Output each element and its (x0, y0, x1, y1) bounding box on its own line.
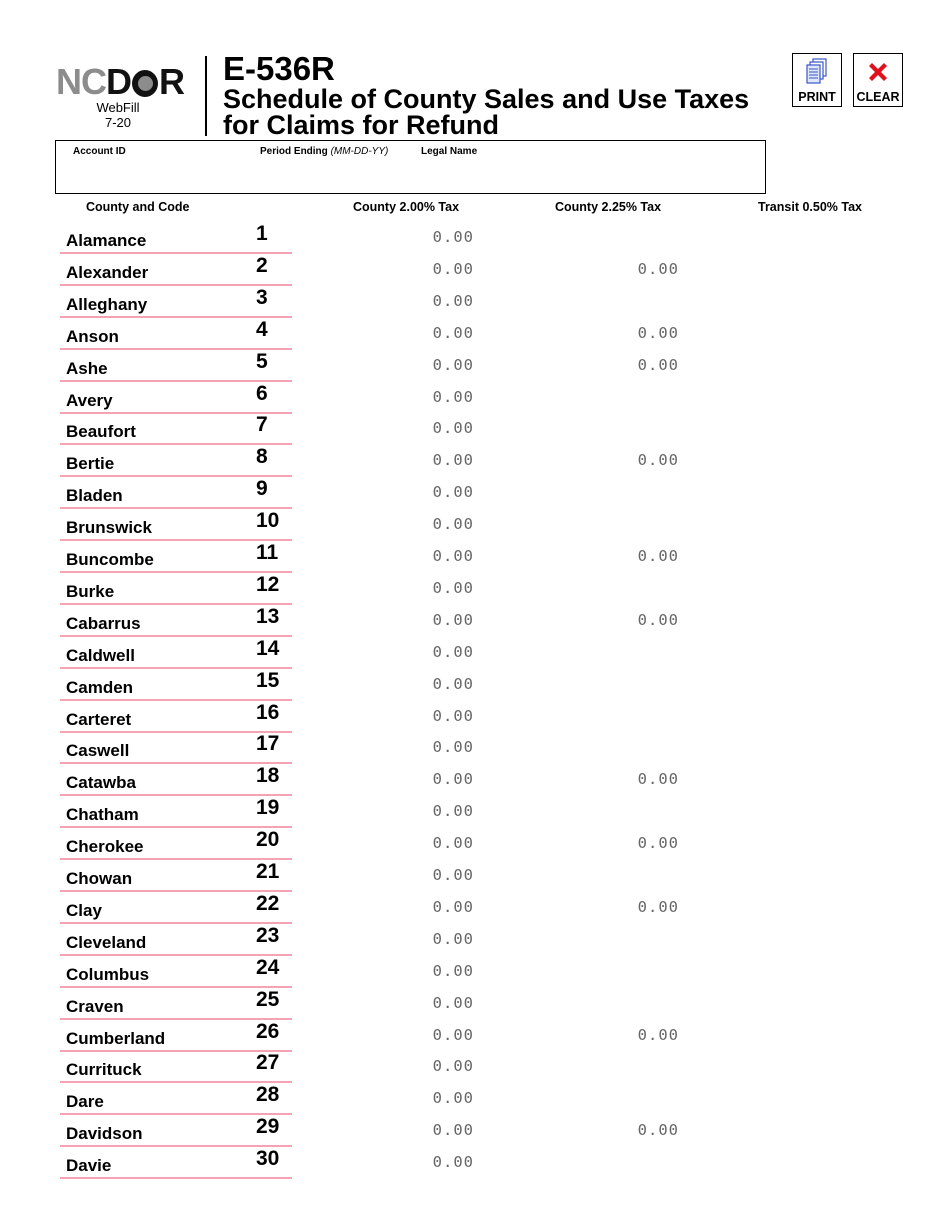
county-code: 7 (256, 413, 268, 437)
tax-200-input[interactable] (372, 1149, 476, 1175)
table-row (60, 573, 940, 605)
legal-name-input[interactable] (418, 159, 762, 191)
table-row (60, 924, 940, 956)
table-row (60, 1051, 940, 1083)
logo-webfill-label: WebFill (96, 100, 140, 115)
county-name: Cleveland (66, 932, 147, 952)
header-divider (205, 56, 207, 136)
table-row (60, 605, 940, 637)
tax-200-input[interactable] (372, 671, 476, 697)
table-row (60, 1147, 940, 1179)
table-row (60, 1115, 940, 1147)
column-header-transit: Transit 0.50% Tax (758, 200, 862, 214)
tax-225-input[interactable] (577, 320, 681, 346)
tax-200-input[interactable] (372, 415, 476, 441)
tax-200-input[interactable] (372, 639, 476, 665)
county-code: 10 (256, 509, 280, 533)
county-name: Currituck (66, 1060, 142, 1080)
period-format-hint: (MM-DD-YY) (330, 146, 389, 157)
tax-200-input[interactable] (372, 958, 476, 984)
table-row (60, 350, 940, 382)
tax-200-input[interactable] (372, 734, 476, 760)
tax-225-input[interactable] (577, 352, 681, 378)
county-code: 27 (256, 1051, 280, 1075)
county-code: 29 (256, 1115, 280, 1139)
form-number: E-536R (223, 50, 335, 87)
tax-200-input[interactable] (372, 1022, 476, 1048)
county-name: Alexander (66, 262, 149, 282)
table-row (60, 445, 940, 477)
ncdor-logo-mark: NC D R (56, 61, 184, 102)
table-row (60, 318, 940, 350)
logo-version-label: 7-20 (104, 115, 132, 130)
county-name: Chatham (66, 805, 139, 825)
county-name: Bladen (66, 486, 123, 506)
county-name: Avery (66, 390, 113, 410)
county-name: Carteret (66, 709, 132, 729)
county-code: 22 (256, 891, 280, 915)
table-row (60, 382, 940, 414)
clear-button[interactable] (853, 53, 903, 107)
county-name: Beaufort (66, 422, 136, 442)
clear-label: CLEAR (856, 90, 900, 104)
column-header-county: County and Code (86, 200, 190, 214)
county-code: 5 (256, 349, 268, 373)
county-cell (60, 732, 292, 764)
county-name: Alamance (66, 231, 147, 250)
table-row (60, 541, 940, 573)
account-id-input[interactable] (68, 159, 252, 191)
county-code: 30 (256, 1147, 280, 1171)
county-cell (60, 1020, 292, 1052)
county-code: 19 (256, 796, 280, 820)
county-name: Bertie (66, 454, 115, 474)
county-code: 6 (256, 381, 268, 405)
county-name: Chowan (66, 869, 133, 888)
tax-225-input[interactable] (577, 256, 681, 282)
table-row (60, 956, 940, 988)
county-cell (60, 669, 292, 701)
tax-225-input[interactable] (577, 447, 681, 473)
tax-200-input[interactable] (372, 352, 476, 378)
tax-200-input[interactable] (372, 703, 476, 729)
county-name: Cherokee (66, 837, 144, 857)
county-name: Ashe (66, 358, 108, 378)
county-cell (60, 445, 292, 477)
form-title (223, 86, 783, 138)
county-name: Alleghany (66, 294, 148, 314)
county-cell (60, 892, 292, 924)
county-name: Craven (66, 996, 124, 1016)
table-row (60, 413, 940, 445)
tax-200-input[interactable] (372, 543, 476, 569)
county-name: Caswell (66, 741, 130, 761)
tax-200-input[interactable] (372, 224, 476, 250)
county-name: Cumberland (66, 1028, 166, 1048)
county-code: 17 (256, 732, 280, 756)
table-row (60, 222, 940, 254)
county-name: Dare (66, 1092, 104, 1112)
tax-200-input[interactable] (372, 1085, 476, 1111)
form-title-line-2: for Claims for Refund (223, 110, 500, 140)
account-info-box (55, 140, 766, 194)
county-cell (60, 350, 292, 382)
tax-225-input[interactable] (577, 543, 681, 569)
county-code: 1 (256, 222, 268, 245)
legal-name-label: Legal Name (421, 146, 478, 157)
county-code: 9 (256, 477, 268, 501)
tax-200-input[interactable] (372, 894, 476, 920)
county-cell (60, 1051, 292, 1083)
tax-225-input[interactable] (577, 1117, 681, 1143)
county-code: 15 (256, 668, 280, 692)
county-code: 18 (256, 764, 280, 788)
county-cell (60, 222, 292, 254)
county-name: Columbus (66, 964, 150, 984)
tax-200-input[interactable] (372, 447, 476, 473)
tax-200-input[interactable] (372, 1053, 476, 1079)
tax-200-input[interactable] (372, 575, 476, 601)
clear-icon (854, 58, 902, 86)
county-cell (60, 509, 292, 541)
county-cell (60, 382, 292, 414)
county-cell (60, 254, 292, 286)
county-cell (60, 828, 292, 860)
table-row (60, 701, 940, 733)
county-cell (60, 988, 292, 1020)
county-code: 8 (256, 445, 268, 469)
tax-200-input[interactable] (372, 511, 476, 537)
table-row (60, 732, 940, 764)
county-cell (60, 477, 292, 509)
print-icon (793, 58, 841, 86)
table-row (60, 764, 940, 796)
county-cell (60, 701, 292, 733)
table-row (60, 796, 940, 828)
county-code: 14 (256, 636, 280, 660)
county-name: Camden (66, 677, 134, 697)
county-name: Buncombe (66, 550, 154, 569)
county-name: Brunswick (66, 518, 152, 538)
tax-200-input[interactable] (372, 320, 476, 346)
county-cell (60, 637, 292, 669)
county-code: 21 (256, 860, 280, 883)
table-row (60, 669, 940, 701)
county-cell (60, 1115, 292, 1147)
table-row (60, 286, 940, 318)
tax-200-input[interactable] (372, 479, 476, 505)
tax-200-input[interactable] (372, 384, 476, 410)
tax-200-input[interactable] (372, 926, 476, 952)
county-code: 20 (256, 828, 280, 852)
tax-225-input[interactable] (577, 1022, 681, 1048)
period-ending-input[interactable] (256, 159, 410, 191)
county-code: 24 (256, 955, 280, 979)
tax-225-input[interactable] (577, 894, 681, 920)
county-name: Davie (66, 1156, 112, 1176)
county-cell (60, 1083, 292, 1115)
form-title-line-1: Schedule of County Sales and Use Taxes (223, 84, 750, 114)
county-cell (60, 605, 292, 637)
county-cell (60, 956, 292, 988)
tax-200-input[interactable] (372, 766, 476, 792)
county-cell (60, 1147, 292, 1179)
county-code: 11 (256, 541, 279, 564)
county-cell (60, 413, 292, 445)
print-button[interactable] (792, 53, 842, 107)
county-cell (60, 541, 292, 573)
table-row (60, 1083, 940, 1115)
county-code: 3 (256, 285, 268, 309)
table-row (60, 637, 940, 669)
tax-225-input[interactable] (577, 830, 681, 856)
tax-200-input[interactable] (372, 256, 476, 282)
tax-200-input[interactable] (372, 862, 476, 888)
county-name: Anson (66, 326, 119, 346)
county-code: 23 (256, 923, 280, 947)
tax-200-input[interactable] (372, 607, 476, 633)
county-code: 28 (256, 1083, 280, 1107)
county-code: 13 (256, 604, 280, 628)
print-label: PRINT (798, 90, 836, 104)
county-cell (60, 924, 292, 956)
county-cell (60, 318, 292, 350)
county-cell (60, 860, 292, 892)
table-row (60, 892, 940, 924)
ncdor-logo (56, 61, 184, 130)
county-code: 12 (256, 572, 280, 596)
county-code: 2 (256, 253, 268, 277)
county-name: Davidson (66, 1124, 143, 1144)
tax-225-input[interactable] (577, 766, 681, 792)
tax-200-input[interactable] (372, 1117, 476, 1143)
table-row (60, 988, 940, 1020)
county-cell (60, 796, 292, 828)
table-row (60, 828, 940, 860)
table-row (60, 1020, 940, 1052)
county-code: 25 (256, 987, 280, 1011)
county-name: Cabarrus (66, 613, 141, 633)
county-name: Caldwell (66, 645, 135, 665)
table-row (60, 254, 940, 286)
column-header-tax-200: County 2.00% Tax (353, 200, 460, 214)
table-row (60, 509, 940, 541)
tax-225-input[interactable] (577, 607, 681, 633)
county-name: Burke (66, 581, 115, 601)
tax-200-input[interactable] (372, 798, 476, 824)
county-cell (60, 764, 292, 796)
tax-200-input[interactable] (372, 288, 476, 314)
column-header-tax-225: County 2.25% Tax (555, 200, 662, 214)
tax-200-input[interactable] (372, 990, 476, 1016)
county-name: Clay (66, 900, 102, 920)
account-id-label: Account ID (73, 146, 126, 157)
county-code: 26 (256, 1019, 280, 1043)
county-code: 16 (256, 700, 280, 724)
county-cell (60, 573, 292, 605)
table-row (60, 860, 940, 892)
county-code: 4 (256, 317, 268, 341)
county-cell (60, 286, 292, 318)
county-name: Catawba (66, 773, 136, 793)
table-row (60, 477, 940, 509)
tax-200-input[interactable] (372, 830, 476, 856)
period-ending-label: Period Ending (MM-DD-YY) (260, 146, 389, 157)
